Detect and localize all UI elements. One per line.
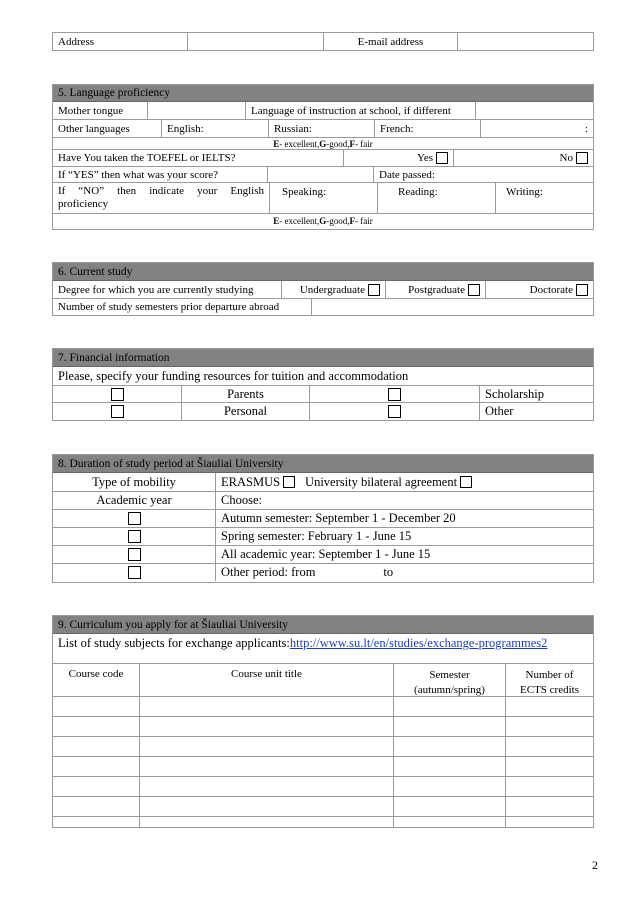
reading-field[interactable]: Reading: <box>377 183 495 213</box>
spring-option: Spring semester: February 1 - June 15 <box>215 528 593 545</box>
personal-checkbox[interactable] <box>111 405 124 418</box>
postgraduate-option[interactable] <box>385 281 485 298</box>
col-course-code: Course code <box>68 668 124 680</box>
section-title: 9. Curriculum you apply for at Šiauliai University <box>53 616 593 634</box>
postgraduate-checkbox[interactable] <box>468 284 480 296</box>
personal-label: Personal <box>181 403 309 420</box>
toefl-yes[interactable] <box>343 150 453 166</box>
parents-label: Parents <box>181 386 309 402</box>
funding-question: Please, specify your funding resources for tuition and accommodation <box>58 368 409 383</box>
email-label: E-mail address <box>323 33 457 50</box>
other-languages-label: Other languages <box>58 122 130 135</box>
scholarship-checkbox-cell[interactable] <box>309 386 479 402</box>
other-period-option <box>215 564 593 581</box>
spring-checkbox[interactable] <box>128 530 141 543</box>
address-block <box>52 32 594 51</box>
other-period-label: Other period: from <box>221 565 316 579</box>
financial-section <box>52 348 594 421</box>
english-proficiency-label: If “NO” then indicate your English proficiency <box>58 185 264 210</box>
writing-field[interactable]: Writing: <box>495 183 593 213</box>
course-code-cell[interactable] <box>53 697 139 716</box>
score-field[interactable] <box>267 167 373 182</box>
choose-label: Choose: <box>215 492 593 509</box>
curriculum-section <box>52 615 594 828</box>
undergraduate-label: Undergraduate <box>299 283 365 296</box>
semester-cell[interactable] <box>393 717 505 736</box>
spring-checkbox-cell[interactable] <box>53 528 215 545</box>
course-title-cell[interactable] <box>139 737 393 756</box>
table-row <box>53 736 593 756</box>
table-row <box>53 696 593 716</box>
semester-cell[interactable] <box>393 697 505 716</box>
col-course-title: Course unit title <box>139 664 393 696</box>
course-code-cell[interactable] <box>53 737 139 756</box>
other-language-field[interactable]: : <box>480 120 593 137</box>
french-field[interactable]: French: <box>374 120 480 137</box>
degree-question: Degree for which you are currently studying <box>58 283 254 296</box>
bilateral-checkbox[interactable] <box>460 476 472 488</box>
erasmus-label: ERASMUS <box>221 474 281 489</box>
table-row <box>53 816 593 827</box>
exchange-programmes-link[interactable]: http://www.su.lt/en/studies/exchange-programmes2 <box>289 636 548 650</box>
mobility-options <box>215 473 593 491</box>
erasmus-checkbox[interactable] <box>283 476 295 488</box>
semester-cell[interactable] <box>393 737 505 756</box>
course-code-cell[interactable] <box>53 717 139 736</box>
doctorate-checkbox[interactable] <box>576 284 588 296</box>
scholarship-checkbox[interactable] <box>388 388 401 401</box>
instruction-language-label: Language of instruction at school, if different <box>245 102 475 119</box>
course-title-cell[interactable] <box>139 757 393 776</box>
section-title: 6. Current study <box>53 263 593 281</box>
bilateral-label: University bilateral agreement <box>305 474 458 489</box>
undergraduate-option[interactable] <box>281 281 385 298</box>
current-study-section <box>52 262 594 316</box>
yes-label: Yes <box>416 152 433 164</box>
course-title-cell[interactable] <box>139 777 393 796</box>
semesters-field[interactable] <box>311 299 593 315</box>
ects-cell[interactable] <box>505 777 593 796</box>
other-checkbox[interactable] <box>388 405 401 418</box>
course-code-cell[interactable] <box>53 817 139 827</box>
course-code-cell[interactable] <box>53 777 139 796</box>
proficiency-legend: E - excellent, G -good, F - fair <box>273 215 373 226</box>
duration-section <box>52 454 594 583</box>
other-checkbox-cell[interactable] <box>309 403 479 420</box>
mother-tongue-field[interactable] <box>147 102 245 119</box>
no-label: No <box>559 152 573 164</box>
speaking-field[interactable]: Speaking: <box>269 183 377 213</box>
toefl-no[interactable] <box>453 150 593 166</box>
course-code-cell[interactable] <box>53 797 139 816</box>
semesters-question: Number of study semesters prior departure abroad <box>58 301 280 313</box>
section-title: 7. Financial information <box>53 349 593 367</box>
date-passed-label[interactable]: Date passed: <box>373 167 593 182</box>
ects-cell[interactable] <box>505 757 593 776</box>
parents-checkbox[interactable] <box>111 388 124 401</box>
autumn-checkbox-cell[interactable] <box>53 510 215 527</box>
section-title: 8. Duration of study period at Šiauliai University <box>53 455 593 473</box>
ects-cell[interactable] <box>505 717 593 736</box>
to-label: to <box>383 565 394 579</box>
table-row <box>53 716 593 736</box>
other-funding-label: Other <box>479 403 593 420</box>
course-code-cell[interactable] <box>53 757 139 776</box>
autumn-option: Autumn semester: September 1 - December 20 <box>215 510 593 527</box>
proficiency-legend: E - excellent, G -good, F - fair <box>273 138 373 149</box>
semester-cell[interactable] <box>393 797 505 816</box>
all-year-checkbox[interactable] <box>128 548 141 561</box>
score-question: If “YES” then what was your score? <box>58 168 219 181</box>
personal-checkbox-cell[interactable] <box>53 403 181 420</box>
semester-cell[interactable] <box>393 817 505 827</box>
scholarship-label: Scholarship <box>479 386 593 402</box>
email-field[interactable] <box>457 33 593 50</box>
course-title-cell[interactable] <box>139 817 393 827</box>
ects-cell[interactable] <box>505 817 593 827</box>
col-ects: Number of ECTS credits <box>505 664 593 696</box>
all-year-checkbox-cell[interactable] <box>53 546 215 563</box>
ects-cell[interactable] <box>505 737 593 756</box>
mobility-type-label: Type of mobility <box>92 474 176 489</box>
instruction-language-field[interactable] <box>475 102 593 119</box>
other-period-checkbox-cell[interactable] <box>53 564 215 581</box>
doctorate-option[interactable] <box>485 281 593 298</box>
no-checkbox[interactable] <box>576 152 588 164</box>
english-field[interactable]: English: <box>161 120 268 137</box>
mother-tongue-label: Mother tongue <box>58 104 124 117</box>
table-row <box>53 776 593 796</box>
autumn-checkbox[interactable] <box>128 512 141 525</box>
study-subjects-text: List of study subjects for exchange applicants: http://www.su.lt/en/studies/exchange-programmes2 <box>58 636 548 650</box>
all-year-option: All academic year: September 1 - June 15 <box>215 546 593 563</box>
course-title-cell[interactable] <box>139 697 393 716</box>
table-row <box>53 796 593 816</box>
undergraduate-checkbox[interactable] <box>368 284 380 296</box>
table-row <box>53 756 593 776</box>
address-field[interactable] <box>187 33 323 50</box>
ects-cell[interactable] <box>505 797 593 816</box>
doctorate-label: Doctorate <box>529 283 573 296</box>
ects-cell[interactable] <box>505 697 593 716</box>
course-title-cell[interactable] <box>139 797 393 816</box>
address-label: Address <box>58 35 95 48</box>
russian-field[interactable]: Russian: <box>268 120 374 137</box>
academic-year-label: Academic year <box>96 493 172 507</box>
other-period-checkbox[interactable] <box>128 566 141 579</box>
semester-cell[interactable] <box>393 757 505 776</box>
course-title-cell[interactable] <box>139 717 393 736</box>
parents-checkbox-cell[interactable] <box>53 386 181 402</box>
col-semester: Semester (autumn/spring) <box>393 664 505 696</box>
page-number: 2 <box>592 858 598 872</box>
language-section <box>52 84 594 230</box>
section-title: 5. Language proficiency <box>53 85 593 102</box>
semester-cell[interactable] <box>393 777 505 796</box>
yes-checkbox[interactable] <box>436 152 448 164</box>
toefl-question: Have You taken the TOEFEL or IELTS? <box>58 152 236 164</box>
postgraduate-label: Postgraduate <box>408 283 465 296</box>
